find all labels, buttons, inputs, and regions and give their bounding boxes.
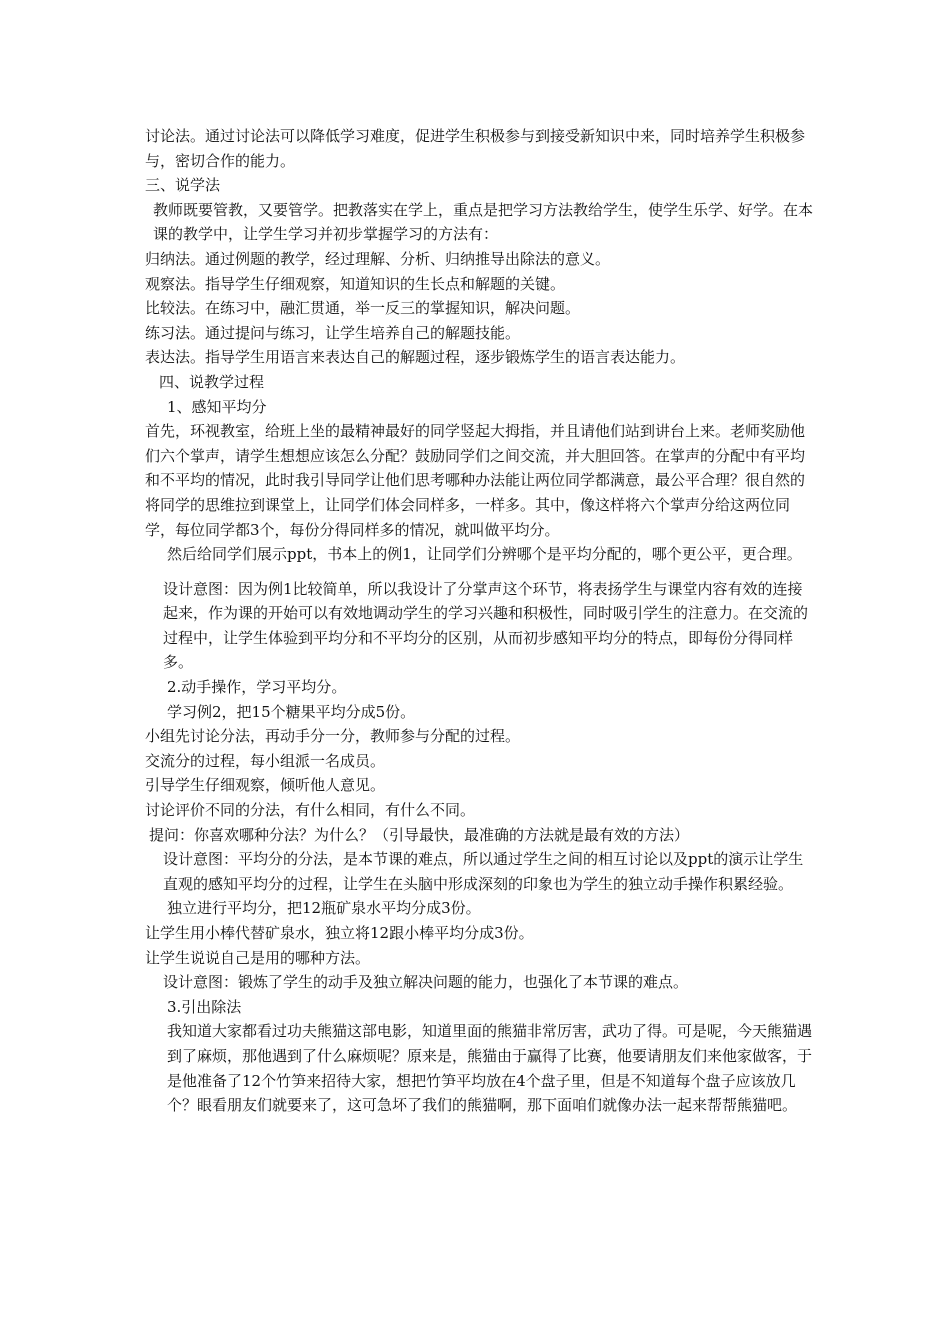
paragraph-expression: 表达法。指导学生用语言来表达自己的解题过程，逐步锻炼学生的语言表达能力。 <box>145 348 686 367</box>
paragraph-independent: 独立进行平均分，把12瓶矿泉水平均分成3份。 <box>167 899 481 918</box>
paragraph-applause: 首先，环视教室，给班上坐的最精神最好的同学竖起大拇指，并且请他们站到讲台上来。老师奖励他们六个掌声，请学生想想应该怎么分配？鼓励同学们之间交流，并大胆回答。在掌声的分配中有平均和不平均的情况，此时我引导同学让他们思考哪种办法能让两位同学都满意，最公平合理？很自然的将同学的思维拉到课堂上，让同学们体会同样多，一样多。其中，像这样将六个掌声分给这两位同学，每位同学都3个，每份分得同样多的情况，就叫做平均分。 <box>145 422 806 539</box>
paragraph-kung-fu-panda: 我知道大家都看过功夫熊猫这部电影，知道里面的熊猫非常厉害，武功了得。可是呢，今天熊猫遇到了麻烦，那他遇到了什么麻烦呢？原来是，熊猫由于赢得了比赛，他要请朋友们来他家做客，于是他准备了12个竹笋来招待大家，想把竹笋平均放在4个盘子里，但是不知道每个盘子应该放几个？眼看朋友们就要来了，这可急坏了我们的熊猫啊，那下面咱们就像办法一起来帮帮熊猫吧。 <box>167 1022 813 1115</box>
paragraph-observation: 观察法。指导学生仔细观察，知道知识的生长点和解题的关键。 <box>145 274 566 293</box>
document-page <box>145 124 813 1118</box>
paragraph-induction: 归纳法。通过例题的教学，经过理解、分析、归纳推导出除法的意义。 <box>145 249 611 268</box>
paragraph-design-intent-1: 设计意图：因为例1比较简单，所以我设计了分掌声这个环节，将表扬学生与课堂内容有效的连接起来，作为课的开始可以有效地调动学生的学习兴趣和积极性，同时吸引学生的注意力。在交流的过程中，让学生体验到平均分和不平均分的区别，从而初步感知平均分的特点，即每份分得同样多。 <box>163 579 809 672</box>
paragraph-study-intro: 教师既要管教，又要管学。把教落实在学上，重点是把学习方法教给学生，使学生乐学、好学。在本课的教学中，让学生学习并初步掌握学习的方法有： <box>153 200 814 244</box>
paragraph-say-method: 让学生说说自己是用的哪种方法。 <box>145 948 371 967</box>
heading-hands-on: 2.动手操作，学习平均分。 <box>167 678 347 697</box>
paragraph-ppt-example1: 然后给同学们展示ppt，书本上的例1，让同学们分辨哪个是平均分配的，哪个更公平，更合理。 <box>167 545 802 564</box>
heading-study-method: 三、说学法 <box>145 176 221 195</box>
paragraph-evaluate: 讨论评价不同的分法，有什么相同，有什么不同。 <box>145 801 476 820</box>
paragraph-design-intent-3: 设计意图：锻炼了学生的动手及独立解决问题的能力，也强化了本节课的难点。 <box>163 973 689 992</box>
paragraph-comparison: 比较法。在练习中，融汇贯通，举一反三的掌握知识，解决问题。 <box>145 299 581 318</box>
paragraph-guide-observe: 引导学生仔细观察，倾听他人意见。 <box>145 776 386 795</box>
paragraph-design-intent-2: 设计意图：平均分的分法，是本节课的难点，所以通过学生之间的相互讨论以及ppt的演示让学生直观的感知平均分的过程，让学生在头脑中形成深刻的印象也为学生的独立动手操作积累经验。 <box>163 850 804 893</box>
paragraph-example2: 学习例2，把15个糖果平均分成5份。 <box>167 702 416 721</box>
heading-perceive-average: 1、感知平均分 <box>167 397 267 416</box>
paragraph-group-discuss: 小组先讨论分法，再动手分一分，教师参与分配的过程。 <box>145 727 521 746</box>
paragraph-practice: 练习法。通过提问与练习，让学生培养自己的解题技能。 <box>145 323 521 342</box>
paragraph-exchange: 交流分的过程，每小组派一名成员。 <box>145 751 386 770</box>
paragraph-sticks: 让学生用小棒代替矿泉水，独立将12跟小棒平均分成3份。 <box>145 924 534 942</box>
heading-introduce-division: 3.引出除法 <box>167 997 242 1016</box>
paragraph-question: 提问：你喜欢哪种分法？为什么？（引导最快，最准确的方法就是最有效的方法） <box>149 825 690 844</box>
paragraph-discussion-method: 讨论法。通过讨论法可以降低学习难度，促进学生积极参与到接受新知识中来，同时培养学生积极参与，密切合作的能力。 <box>145 127 806 170</box>
heading-teaching-process: 四、说教学过程 <box>159 372 265 391</box>
